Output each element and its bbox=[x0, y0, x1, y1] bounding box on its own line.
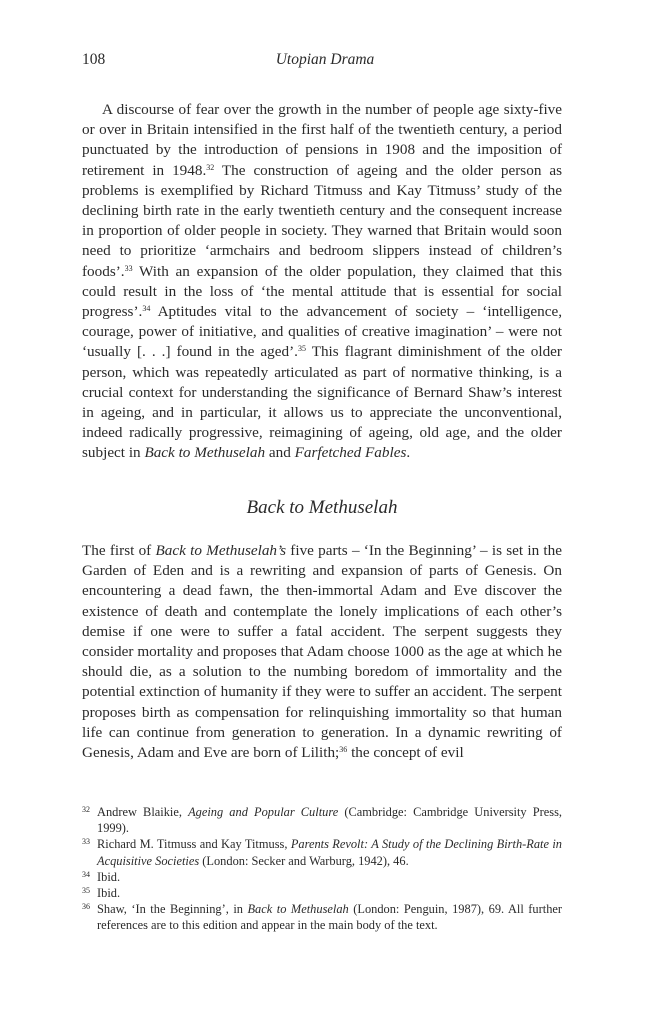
italic-title: Back to Methuselah bbox=[247, 902, 349, 917]
text-run: The construction of ageing and the older person as problems is exemplified by Richard Titmuss and Kay Titmuss’ study of the declining birth rate in the early twentieth century and the consequent increase in proportion of older people in society. They warned that Britain would soon need to prioritize ‘armchairs and bedroom slippers instead of children’s foods’. bbox=[82, 161, 562, 280]
footnote-reference: 33 bbox=[124, 263, 133, 273]
text-run: Shaw, ‘In the Beginning’, in bbox=[97, 902, 248, 917]
italic-title: Ageing and Popular Culture bbox=[188, 805, 339, 819]
footnote-reference: 35 bbox=[297, 344, 306, 354]
text-run: Aptitudes vital to the advancement of society – ‘intelligence, courage, power of initiative, and qualities of creative imagination’ – were not ‘usually [. . .] found in the aged’. bbox=[82, 303, 562, 361]
text-run: Ibid. bbox=[97, 886, 121, 901]
text-run: Richard M. Titmuss and Kay Titmuss, bbox=[97, 837, 291, 852]
text-run: the concept of evil bbox=[347, 744, 464, 762]
italic-title: Back to Methuselah bbox=[144, 444, 266, 462]
footnote bbox=[82, 836, 562, 868]
footnote-number: 33 bbox=[82, 837, 90, 847]
footnote-number: 35 bbox=[82, 886, 90, 896]
body-paragraph bbox=[82, 100, 562, 464]
running-head: Utopian Drama bbox=[275, 51, 375, 68]
text-run: Ibid. bbox=[97, 869, 121, 884]
text-run: Andrew Blaikie, bbox=[97, 805, 189, 819]
text-run: A discourse of fear over the growth in the number of people age sixty-five or over in Britain intensified in the first half of the twentieth century, a period punctuated by the introduction of pensions in 1908 and the imposition of retirement in 1948. bbox=[82, 101, 562, 179]
text-run: and bbox=[265, 444, 295, 462]
footnote-number: 32 bbox=[82, 805, 90, 814]
page-number: 108 bbox=[82, 51, 106, 68]
text-run: (London: Penguin, 1987), 69. All further references are to this edition and appear in the main body of the text. bbox=[97, 902, 563, 933]
footnote bbox=[82, 885, 562, 901]
section-heading: Back to Methuselah bbox=[246, 497, 398, 518]
text-run: With an expansion of the older population, they claimed that this could result in the loss of ‘the mental attitude that is essential for social progress’. bbox=[82, 262, 562, 321]
footnote-number: 34 bbox=[82, 869, 90, 879]
footnote-reference: 34 bbox=[142, 304, 151, 314]
footnote-number: 36 bbox=[82, 902, 90, 912]
footnotes bbox=[82, 804, 562, 934]
text-run: five parts – ‘In the Beginning’ – is set in the Garden of Eden and is a rewriting and expansion of parts of Genesis. On encountering a dead fawn, the then-immortal Adam and Eve discover the existence of death and contemplate the lonely implications of each other’s demise if one were to suffer a fatal accident. The serpent suggests they consider mortality and proposes that Adam choose 1000 as the age at which he should die, as a solution to the numbing boredom of immortality and the potential extinction of humanity if they were to suffer an accident. The serpent proposes birth as compensation for relinquishing immortality so that human life can continue from generation to generation. In a dynamic rewriting of Genesis, Adam and Eve are born of Lilith; bbox=[82, 542, 562, 762]
footnote bbox=[82, 869, 562, 885]
footnote bbox=[82, 901, 562, 933]
text-run: (Cambridge: Cambridge University Press, 1999). bbox=[97, 805, 563, 836]
italic-title: Back to Methuselah’s bbox=[155, 542, 287, 559]
footnote-reference: 36 bbox=[339, 745, 348, 755]
footnote bbox=[82, 804, 562, 836]
italic-title: Farfetched Fables bbox=[294, 444, 407, 462]
body-paragraph bbox=[82, 541, 562, 763]
text-run: The first of bbox=[82, 542, 156, 559]
text-run: (London: Secker and Warburg, 1942), 46. bbox=[199, 853, 409, 868]
italic-title: Parents Revolt: A Study of the Declining Birth-Rate in Acquisitive Societies bbox=[97, 837, 562, 868]
text-run: . bbox=[406, 444, 411, 462]
footnote-reference: 32 bbox=[206, 162, 215, 172]
text-run: This flagrant diminishment of the older person, which was repeatedly articulated as part of normative thinking, is a crucial context for understanding the significance of Bernard Shaw’s interest in ageing, and in particular, it allows us to appreciate the unconventional, indeed radically progressive, reimagining of ageing, old age, and the older subject in bbox=[82, 343, 562, 462]
